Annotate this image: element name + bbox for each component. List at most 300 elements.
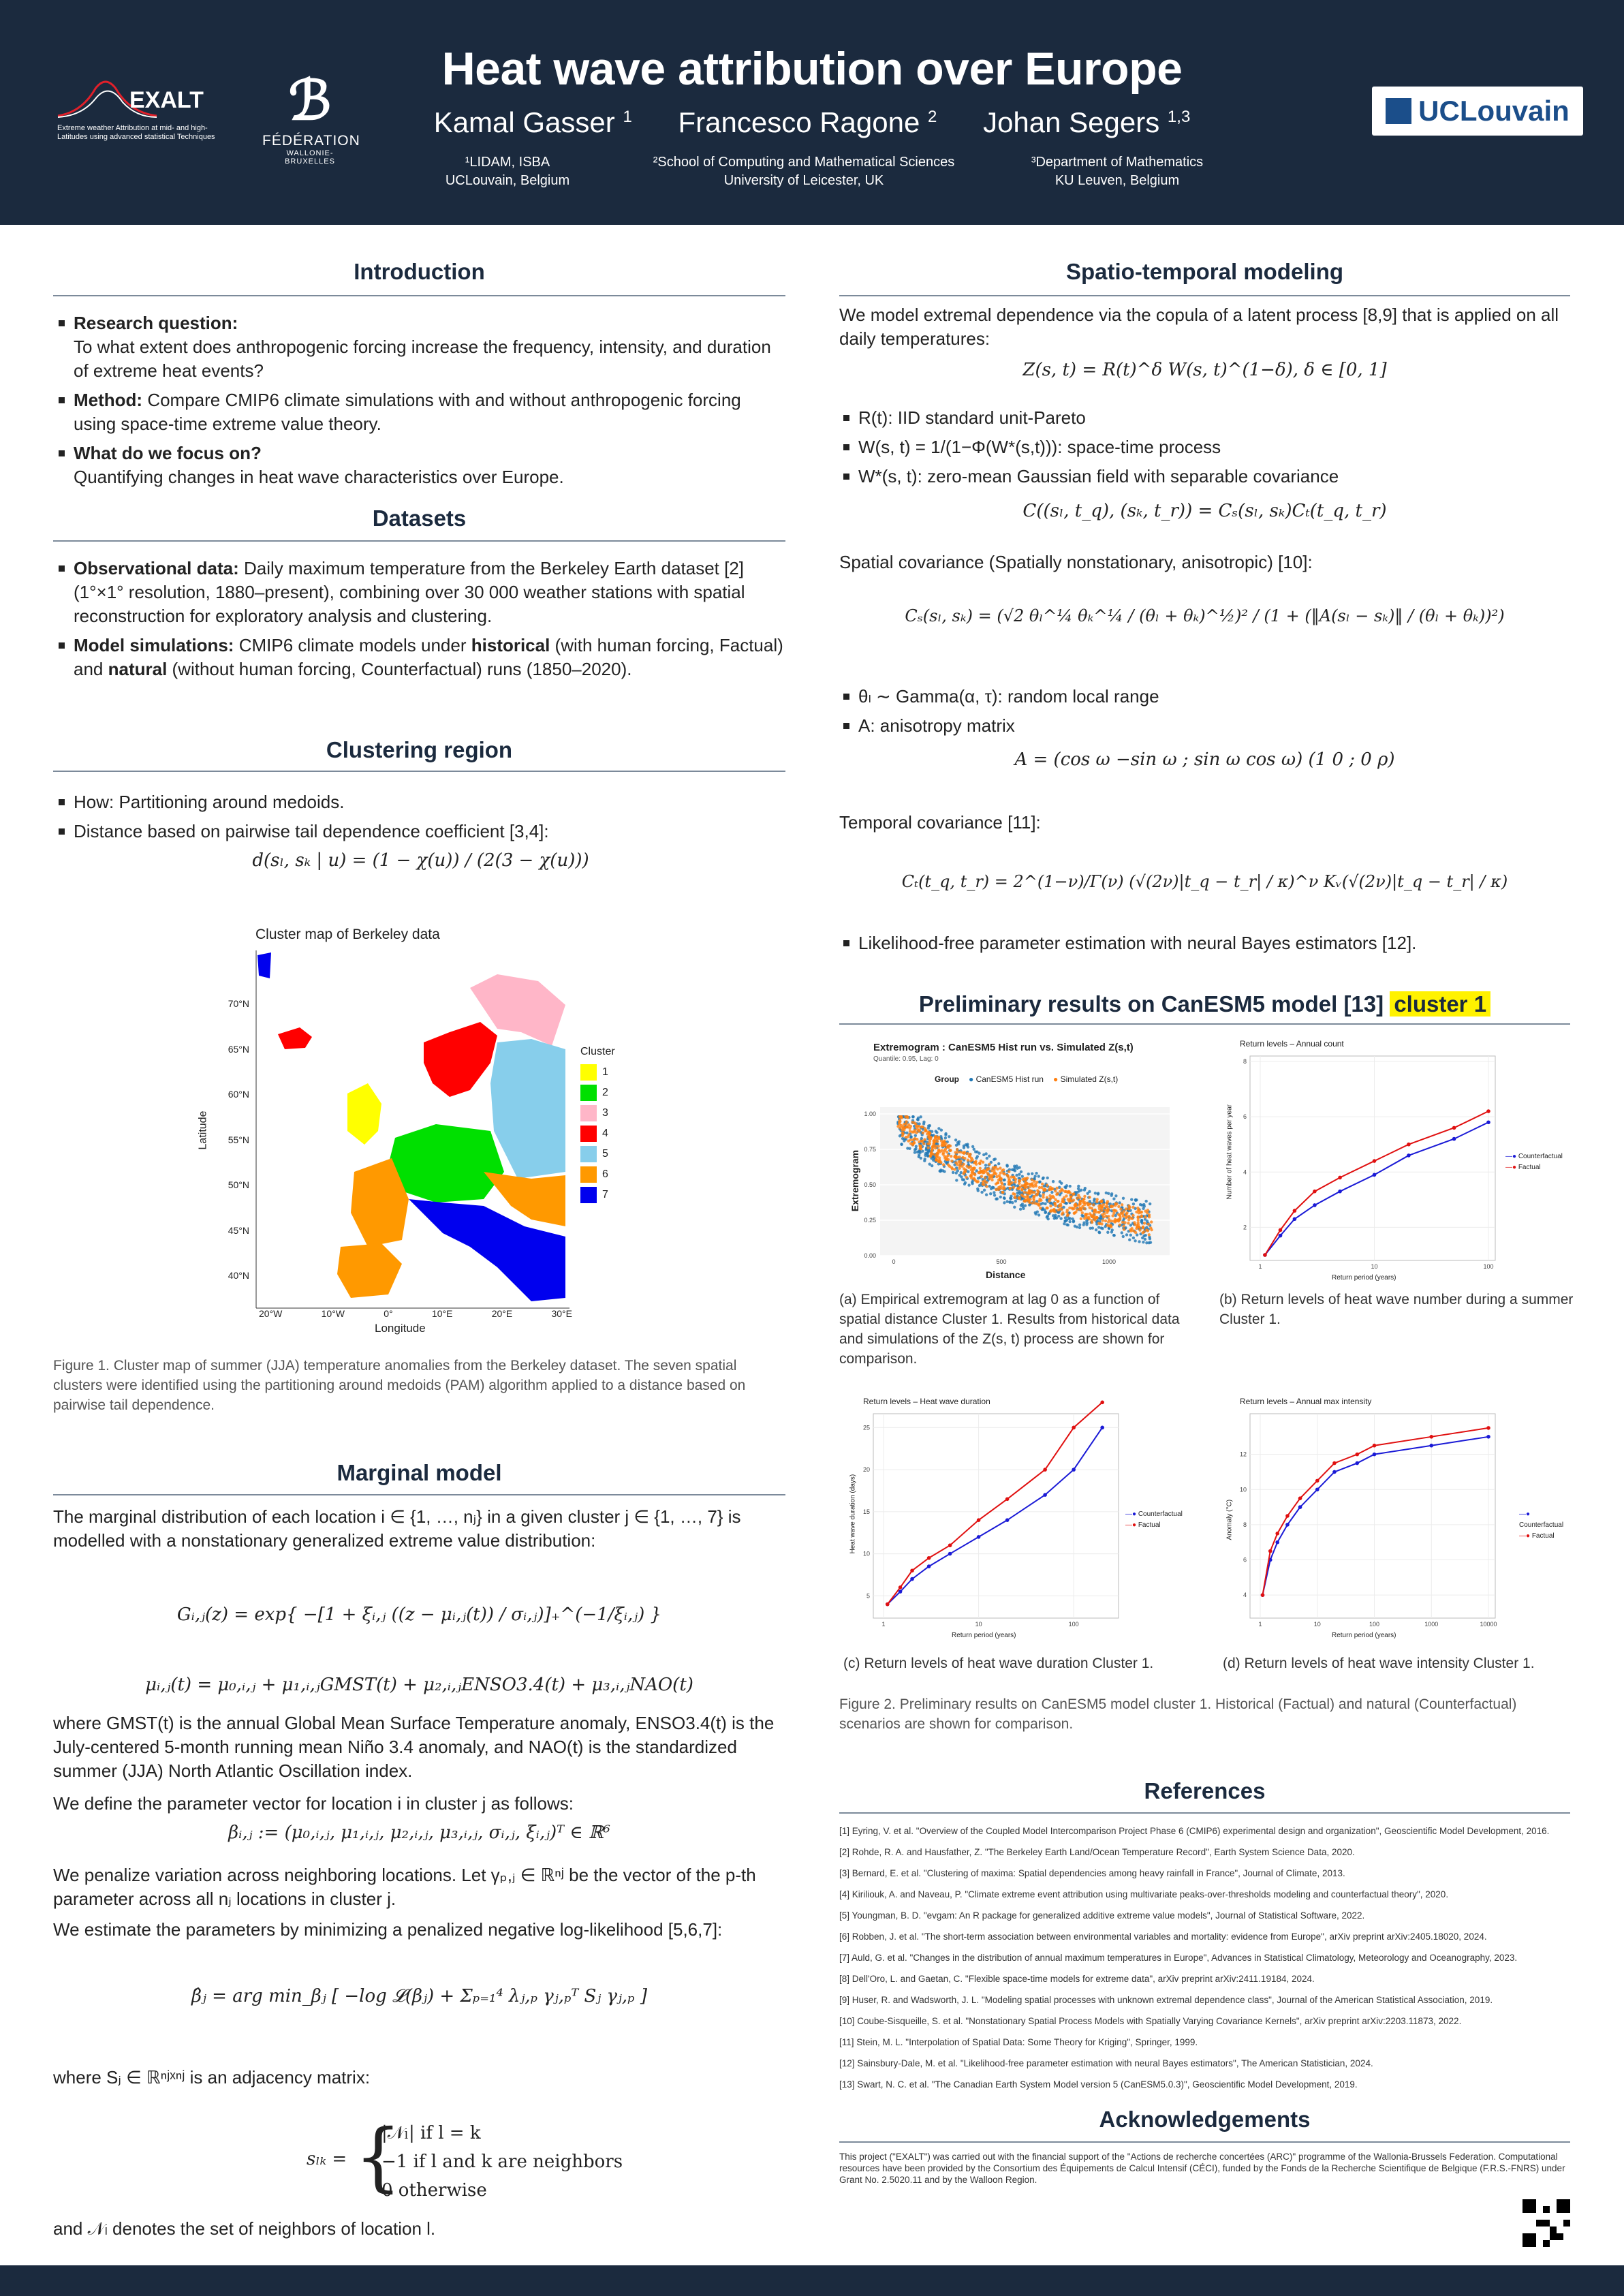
chart-a-point <box>1042 1177 1044 1179</box>
chart-a-point <box>1110 1194 1112 1197</box>
chart-a-point <box>914 1148 916 1151</box>
chart-a-point <box>942 1163 945 1166</box>
chart-a-point <box>1033 1191 1035 1194</box>
chart-a-point <box>1043 1189 1046 1192</box>
references-title: References <box>1144 1778 1266 1803</box>
chart-a-point <box>900 1143 903 1145</box>
chart-a-point <box>942 1141 945 1144</box>
chart-a-point <box>999 1185 1002 1188</box>
chart-d-point <box>1275 1532 1279 1536</box>
chart-b-ylabel: Number of heat waves per year <box>1225 1104 1234 1200</box>
map-lon-ticks: 20°W 10°W 0° 10°E 20°E 30°E <box>259 1308 572 1319</box>
chart-a-point <box>905 1120 907 1123</box>
chart-d-point <box>1275 1540 1279 1545</box>
chart-a-point <box>1035 1181 1038 1183</box>
chart-c-point <box>977 1518 981 1522</box>
reference-item: [7] Auld, G. et al. "Changes in the distribution of annual maximum temperatures in Europe", Advances in Statistical Climatology, Meteorology and Oceanography, 2023. <box>839 1953 1518 1963</box>
chart-d-xtick: 1000 <box>1424 1621 1439 1628</box>
latent-process-equation: Z(s, t) = R(t)^δ W(s, t)^(1−δ), δ ∈ [0, 1] <box>1022 360 1387 380</box>
chart-a-point <box>1052 1180 1055 1183</box>
chart-a-point <box>1111 1214 1114 1217</box>
chart-a-point <box>1061 1199 1064 1202</box>
chart-a-point <box>1002 1168 1005 1171</box>
caption-b: (b) Return levels of heat wave number during a summer Cluster 1. <box>1219 1292 1574 1327</box>
chart-a-point <box>1138 1240 1140 1243</box>
chart-a-point <box>916 1118 919 1121</box>
chart-a-point <box>1084 1187 1087 1190</box>
chart-a-point <box>1122 1210 1125 1213</box>
chart-a-point <box>1098 1222 1101 1225</box>
chart-a-point <box>1143 1205 1146 1207</box>
chart-a-point <box>1021 1203 1024 1205</box>
chart-a-point <box>922 1132 924 1134</box>
chart-a-point <box>967 1183 970 1186</box>
chart-a-point <box>1001 1187 1004 1190</box>
chart-a-point <box>971 1145 974 1148</box>
chart-c-xtick: 100 <box>1068 1621 1079 1628</box>
chart-d-point <box>1298 1505 1302 1509</box>
chart-b-point <box>1313 1203 1317 1207</box>
chart-a-point <box>922 1121 925 1123</box>
references-list <box>839 1820 1568 2095</box>
chart-a-point <box>990 1176 993 1179</box>
chart-a-point <box>985 1193 988 1196</box>
chart-a-point <box>935 1130 937 1132</box>
chart-a-point <box>1059 1190 1061 1193</box>
chart-b-point <box>1486 1120 1490 1124</box>
chart-d-point <box>1298 1496 1302 1500</box>
chart-a-point <box>937 1127 940 1130</box>
chart-a-point <box>1046 1196 1048 1198</box>
spatio-title: Spatio-temporal modeling <box>1065 259 1344 284</box>
affiliation-2: ²School of Computing and Mathematical Sciences University of Leicester, UK <box>653 155 955 188</box>
chart-a-xtick: 0 <box>892 1258 896 1265</box>
reference-item: [10] Coube-Sisqueille, S. et al. "Nonstationary Spatial Process Models with Spatially Varying Covariance Kernels", arXiv preprint arXiv:2203.11873, 2022. <box>839 2016 1462 2026</box>
chart-a-point <box>1001 1191 1004 1194</box>
chart-a-point <box>926 1151 929 1153</box>
legend-swatch <box>580 1105 597 1121</box>
chart-d-xtick: 1 <box>1258 1621 1262 1628</box>
chart-a-point <box>920 1139 922 1142</box>
reference-item: [9] Huser, R. and Wadsworth, J. L. "Modeling spatial processes with unknown extremal dependence class", Journal of the American Statistical Association, 2019. <box>839 1995 1493 2005</box>
chart-a-point <box>1049 1205 1052 1207</box>
chart-c-point <box>1043 1468 1047 1472</box>
chart-a-point <box>924 1129 927 1132</box>
chart-a-point <box>1018 1166 1020 1168</box>
chart-a-point <box>1069 1195 1072 1198</box>
marginal-p4: We penalize variation across neighboring locations. Let γₚ,ⱼ ∈ ℝⁿʲ be the vector of the p-th parameter across all nⱼ locations in cluster j. <box>53 1865 756 1909</box>
chart-a-point <box>1003 1201 1005 1204</box>
chart-a-point <box>1017 1196 1020 1199</box>
chart-a-point <box>939 1170 941 1173</box>
chart-a-point <box>1020 1194 1023 1196</box>
chart-a-point <box>1104 1215 1107 1217</box>
fwb-sublabel: WALLONIE-BRUXELLES <box>285 149 335 166</box>
chart-a-point <box>1132 1237 1135 1239</box>
chart-a-point <box>1014 1181 1016 1183</box>
marginal-p1: The marginal distribution of each location i ∈ {1, …, nⱼ} in a given cluster j ∈ {1, …, 7} is modelled with a nonstationary generalized extreme value distribution: <box>53 1506 741 1551</box>
chart-d-point <box>1261 1593 1265 1597</box>
chart-a-point <box>950 1155 952 1158</box>
qr-code-icon[interactable] <box>1522 2199 1570 2247</box>
chart-c-point <box>1100 1401 1104 1405</box>
chart-a-point <box>923 1138 926 1141</box>
chart-c-ytick: 25 <box>862 1424 870 1431</box>
chart-a-point <box>1107 1215 1110 1217</box>
chart-a-point <box>955 1144 958 1147</box>
chart-a-point <box>1050 1188 1053 1190</box>
chart-a-point <box>941 1153 944 1155</box>
chart-a-point <box>899 1134 901 1137</box>
chart-a-point <box>1072 1198 1075 1201</box>
chart-a-xtick: 500 <box>996 1258 1007 1265</box>
chart-a-point <box>1149 1241 1152 1243</box>
chart-a-point <box>984 1176 986 1179</box>
chart-a-point <box>967 1159 969 1162</box>
separable-covariance-equation: C((sₗ, t_q), (sₖ, t_r)) = Cₛ(sₗ, sₖ)Cₜ(t_q, t_r) <box>1022 501 1387 521</box>
chart-a-point <box>948 1135 950 1138</box>
intro-body: Research question: To what extent does anthropogenic forcing increase the frequency, intensity, and duration of extreme heat events? Method: Compare CMIP6 climate simulations with and without anthropogenic forcing using space-time extreme value theory. What do we focus on? Quantifying changes in heat wave characteristics over Europe. <box>54 311 787 495</box>
chart-a-point <box>943 1149 946 1152</box>
chart-a-point <box>1119 1213 1121 1216</box>
chart-a-point <box>1054 1190 1057 1192</box>
chart-a-point <box>1148 1213 1151 1216</box>
chart-a-point <box>1072 1192 1075 1195</box>
map-ylabel: Latitude <box>197 1111 209 1150</box>
chart-d-xtick: 10000 <box>1480 1621 1497 1628</box>
chart-a-point <box>1012 1192 1014 1195</box>
chart-a-point <box>1028 1201 1031 1204</box>
chart-a-point <box>1098 1231 1101 1234</box>
caption-c: (c) Return levels of heat wave duration Cluster 1. <box>843 1656 1154 1671</box>
chart-a-point <box>950 1160 953 1162</box>
chart-a-point <box>1041 1202 1044 1205</box>
chart-a-point <box>1077 1185 1080 1188</box>
chart-a-point <box>949 1149 952 1151</box>
exalt-name: EXALT <box>129 87 204 113</box>
chart-a-point <box>911 1115 914 1118</box>
figure1-caption: Figure 1. Cluster map of summer (JJA) temperature anomalies from the Berkeley dataset. The seven spatial clusters were identified using the partitioning around medoids (PAM) algorithm applied to a distance based on pairwise tail dependence. <box>53 1358 746 1413</box>
parameter-vector-equation: βᵢ,ⱼ := (μ₀,ᵢ,ⱼ, μ₁,ᵢ,ⱼ, μ₂,ᵢ,ⱼ, μ₃,ᵢ,ⱼ, σᵢ,ⱼ, ξᵢ,ⱼ)ᵀ ∈ ℝ⁶ <box>228 1822 610 1843</box>
chart-a-point <box>971 1167 974 1170</box>
chart-a-point <box>1079 1203 1082 1205</box>
chart-a-point <box>1074 1225 1076 1228</box>
chart-a-point <box>1014 1166 1016 1169</box>
chart-a-point <box>905 1126 908 1128</box>
chart-a-point <box>1072 1220 1075 1223</box>
chart-a-point <box>1027 1173 1030 1175</box>
legend-item-cluster-1: 1 <box>580 1062 615 1083</box>
chart-a-point <box>1146 1223 1149 1226</box>
chart-b-xtick: 1 <box>1258 1263 1262 1270</box>
chart-a-point <box>1109 1224 1112 1227</box>
chart-a-point <box>1020 1184 1023 1187</box>
chart-a-point <box>915 1145 918 1147</box>
chart-a-point <box>1134 1239 1136 1242</box>
chart-a-point <box>1024 1204 1027 1207</box>
chart-a-point <box>1107 1220 1110 1223</box>
chart-a-xtick: 1000 <box>1102 1258 1116 1265</box>
chart-a-point <box>1133 1221 1136 1224</box>
ack-title: Acknowledgements <box>1099 2107 1311 2132</box>
chart-a-point <box>920 1126 923 1128</box>
chart-a-point <box>1106 1202 1108 1205</box>
legend-item-cluster-4: 4 <box>580 1123 615 1144</box>
chart-d-ytick: 12 <box>1239 1450 1247 1458</box>
chart-b-point <box>1452 1126 1456 1130</box>
chart-a-point <box>1111 1205 1114 1208</box>
chart-a-point <box>1054 1214 1057 1217</box>
chart-a-point <box>1077 1194 1080 1196</box>
chart-a-point <box>1127 1218 1130 1221</box>
chart-a-point <box>1069 1217 1072 1220</box>
uclouvain-logo <box>1372 87 1583 136</box>
chart-a-point <box>1140 1219 1143 1222</box>
chart-a-point <box>1097 1205 1100 1207</box>
chart-a-point <box>908 1127 911 1130</box>
chart-a-point <box>1057 1215 1060 1217</box>
chart-a-point <box>1143 1222 1146 1224</box>
chart-a-point <box>1042 1193 1045 1196</box>
chart-a-point <box>1012 1186 1015 1189</box>
chart-a-point <box>944 1142 947 1145</box>
chart-a-point <box>1144 1200 1147 1203</box>
chart-a-point <box>982 1161 984 1164</box>
chart-a-point <box>954 1161 957 1164</box>
chart-c-point <box>910 1568 914 1572</box>
chart-a-point <box>932 1139 935 1142</box>
chart-a-point <box>1101 1213 1104 1216</box>
chart-a-point <box>990 1179 993 1181</box>
chart-d-ytick: 8 <box>1243 1521 1247 1528</box>
legend-swatch <box>580 1085 597 1101</box>
spatio-rule <box>839 295 1570 296</box>
chart-a-point <box>993 1170 996 1173</box>
chart-a-point <box>999 1196 1002 1198</box>
chart-a-point <box>1149 1226 1152 1229</box>
chart-a-point <box>1069 1185 1072 1188</box>
chart-c-point <box>927 1556 931 1560</box>
chart-b-point <box>1263 1253 1267 1257</box>
chart-d-ytick: 6 <box>1243 1556 1247 1564</box>
chart-d-point <box>1315 1487 1320 1491</box>
chart-a-point <box>1119 1208 1122 1211</box>
chart-c-xtick: 10 <box>975 1621 982 1628</box>
chart-a-point <box>963 1145 965 1147</box>
marginal-p7: and 𝒩ₗ denotes the set of neighbors of location l. <box>53 2218 436 2239</box>
chart-d-ylabel: Anomaly (°C) <box>1225 1499 1234 1540</box>
chart-a-point <box>940 1149 943 1151</box>
chart-a-point <box>1131 1206 1134 1209</box>
chart-a-point <box>1037 1175 1040 1177</box>
chart-a-point <box>1125 1207 1127 1210</box>
chart-a-point <box>999 1166 1001 1169</box>
chart-a-point <box>993 1158 995 1161</box>
chart-a-point <box>1035 1194 1038 1196</box>
chart-a-point <box>996 1168 999 1170</box>
chart-c-ytick: 10 <box>862 1550 870 1557</box>
datasets-title: Datasets <box>372 506 467 531</box>
chart-a-point <box>1031 1182 1033 1185</box>
chart-a-point <box>1005 1164 1008 1166</box>
chart-d-point <box>1486 1426 1490 1430</box>
reference-item: [12] Sainsbury-Dale, M. et al. "Likelihood-free parameter estimation with neural Bayes estimators", The American Statistician, 2024. <box>839 2058 1373 2068</box>
chart-a-point <box>1006 1174 1009 1177</box>
chart-a-point <box>1057 1200 1059 1203</box>
chart-d-svg <box>1216 1397 1570 1642</box>
chart-d-xtick: 10 <box>1313 1621 1321 1628</box>
chart-a-point <box>1046 1177 1048 1179</box>
chart-a-point <box>1134 1198 1137 1201</box>
chart-a-point <box>1014 1169 1016 1172</box>
chart-c-point <box>1100 1426 1104 1430</box>
reference-item: [2] Rohde, R. A. and Hausfather, Z. "The Berkeley Earth Land/Ocean Temperature Record", Earth System Science Data, 2020. <box>839 1847 1355 1857</box>
chart-a-point <box>1146 1220 1149 1222</box>
chart-c-legend: —● Counterfactual —● Factual <box>1125 1510 1183 1529</box>
chart-a-point <box>1137 1209 1140 1211</box>
chart-a-point <box>1117 1205 1120 1208</box>
chart-c-point <box>886 1602 890 1607</box>
chart-a-point <box>1108 1218 1110 1221</box>
chart-a-point <box>1076 1196 1078 1199</box>
chart-a-point <box>1020 1188 1023 1191</box>
chart-a-legend: Group ● CanESM5 Hist run ● Simulated Z(s,t) <box>935 1074 1119 1084</box>
chart-a-point <box>1046 1215 1048 1218</box>
chart-a-point <box>955 1179 958 1181</box>
chart-a-point <box>1044 1211 1046 1214</box>
chart-a-point <box>965 1176 967 1179</box>
chart-a-point <box>1055 1193 1058 1196</box>
chart-a-point <box>1095 1200 1098 1203</box>
chart-a-point <box>918 1125 920 1128</box>
chart-a-point <box>986 1157 988 1160</box>
chart-a-point <box>928 1162 931 1165</box>
chart-a-point <box>1127 1205 1130 1207</box>
chart-a-point <box>1060 1182 1063 1185</box>
datasets-rule <box>53 540 785 542</box>
chart-a-point <box>1069 1198 1072 1200</box>
chart-a-point <box>1008 1170 1010 1173</box>
chart-a-point <box>1033 1199 1035 1202</box>
chart-a-point <box>966 1143 969 1145</box>
legend-item-cluster-6: 6 <box>580 1164 615 1185</box>
chart-a-point <box>988 1155 990 1158</box>
chart-a-point <box>981 1170 984 1173</box>
chart-a-point <box>969 1153 971 1155</box>
chart-a-point <box>1018 1173 1020 1175</box>
chart-a-point <box>1125 1233 1128 1236</box>
chart-a-point <box>1046 1184 1048 1187</box>
chart-d-point <box>1285 1523 1290 1527</box>
chart-a-point <box>1074 1211 1077 1213</box>
legend-item-cluster-3: 3 <box>580 1103 615 1123</box>
chart-a-ytick: 0.25 <box>864 1217 876 1224</box>
chart-a-point <box>1081 1200 1084 1203</box>
spatial-covariance-equation: Cₛ(sₗ, sₖ) = (√2 θₗ^¼ θₖ^¼ / (θₗ + θₖ)^½)² / (1 + (‖A(sₗ − sₖ)‖ / (θₗ + θₖ))²) <box>905 606 1505 625</box>
chart-a-point <box>1065 1219 1068 1222</box>
chart-b-ytick: 8 <box>1243 1058 1247 1065</box>
chart-b-title: Return levels – Annual count <box>1240 1039 1344 1049</box>
chart-a-point <box>1067 1190 1070 1193</box>
chart-a-point <box>899 1120 901 1123</box>
chart-a-point <box>1031 1173 1033 1175</box>
chart-a-point <box>1144 1238 1146 1241</box>
chart-a-point <box>1118 1201 1121 1204</box>
chart-c-ytick: 15 <box>862 1508 870 1515</box>
chart-d-point <box>1429 1444 1433 1448</box>
chart-a-point <box>979 1167 982 1170</box>
reference-item: [3] Bernard, E. et al. "Clustering of maxima: Spatial dependencies among heavy rainfall in France", Journal of Climate, 2013. <box>839 1868 1345 1878</box>
chart-a-point <box>1128 1239 1131 1241</box>
chart-a-point <box>961 1178 964 1181</box>
chart-a-point <box>915 1131 918 1134</box>
chart-a-point <box>1144 1210 1146 1213</box>
chart-a-point <box>980 1175 983 1178</box>
chart-a-point <box>978 1171 980 1174</box>
chart-b-xtick: 100 <box>1483 1263 1494 1270</box>
chart-a-point <box>1095 1211 1097 1213</box>
chart-a-point <box>977 1177 980 1179</box>
chart-a-point <box>1116 1219 1119 1222</box>
marginal-p2: where GMST(t) is the annual Global Mean Surface Temperature anomaly, ENSO3.4(t) is the July-centered 5-month running mean Niño 3.4 anomaly, and NAO(t) is the standardized summer (JJA) North Atlantic Oscillation index. <box>53 1713 775 1781</box>
uclouvain-label: UCLouvain <box>1418 95 1570 127</box>
chart-a-point <box>941 1144 944 1147</box>
chart-a-point <box>988 1185 990 1188</box>
chart-a-point <box>1068 1220 1071 1223</box>
chart-a-point <box>961 1151 964 1154</box>
reference-item: [8] Dell'Oro, L. and Gaetan, C. "Flexible space-time models for extreme data", arXiv preprint arXiv:2411.19184, 2024. <box>839 1974 1315 1984</box>
poster-title: Heat wave attribution over Europe <box>441 43 1183 95</box>
chart-a-point <box>950 1166 953 1169</box>
chart-a-point <box>1014 1196 1016 1199</box>
chart-a-point <box>1083 1207 1086 1210</box>
chart-a-point <box>1125 1216 1127 1219</box>
chart-a-point <box>1021 1175 1024 1178</box>
chart-b-ytick: 6 <box>1243 1113 1247 1121</box>
chart-b-xtick: 10 <box>1371 1263 1378 1270</box>
chart-a-point <box>1063 1196 1065 1199</box>
chart-a-point <box>1130 1198 1133 1200</box>
chart-a-point <box>992 1186 995 1189</box>
marginal-p3: We define the parameter vector for location i in cluster j as follows: <box>53 1793 574 1814</box>
chart-a-point <box>985 1181 988 1183</box>
chart-b-xlabel: Return period (years) <box>1332 1274 1396 1282</box>
chart-a-point <box>1149 1203 1151 1205</box>
fwb-label: FÉDÉRATION <box>262 133 360 149</box>
chart-a-point <box>931 1153 934 1155</box>
ack-rule <box>839 2141 1570 2143</box>
chart-a-point <box>1100 1209 1103 1211</box>
chart-a-point <box>1008 1187 1011 1190</box>
chart-a-point <box>1045 1207 1048 1209</box>
chart-a-point <box>1112 1234 1115 1237</box>
chart-a-point <box>1078 1224 1081 1226</box>
chart-d-point <box>1268 1549 1272 1553</box>
chart-a-point <box>905 1136 907 1138</box>
chart-b-point <box>1407 1153 1411 1158</box>
chart-c-point <box>927 1564 931 1568</box>
chart-a-point <box>1039 1207 1042 1209</box>
chart-a-point <box>961 1156 964 1159</box>
marginal-p6: where Sⱼ ∈ ℝⁿʲˣⁿʲ is an adjacency matrix: <box>53 2067 371 2088</box>
annual-count-chart <box>1216 1039 1570 1284</box>
chart-a-point <box>982 1183 984 1185</box>
chart-a-point <box>914 1151 916 1153</box>
chart-a-point <box>998 1174 1001 1177</box>
chart-a-point <box>1014 1200 1017 1203</box>
chart-a-point <box>912 1130 915 1133</box>
reference-item: [13] Swart, N. C. et al. "The Canadian Earth System Model version 5 (CanESM5.0.3)", Geoscientific Model Development, 2019. <box>839 2079 1358 2090</box>
